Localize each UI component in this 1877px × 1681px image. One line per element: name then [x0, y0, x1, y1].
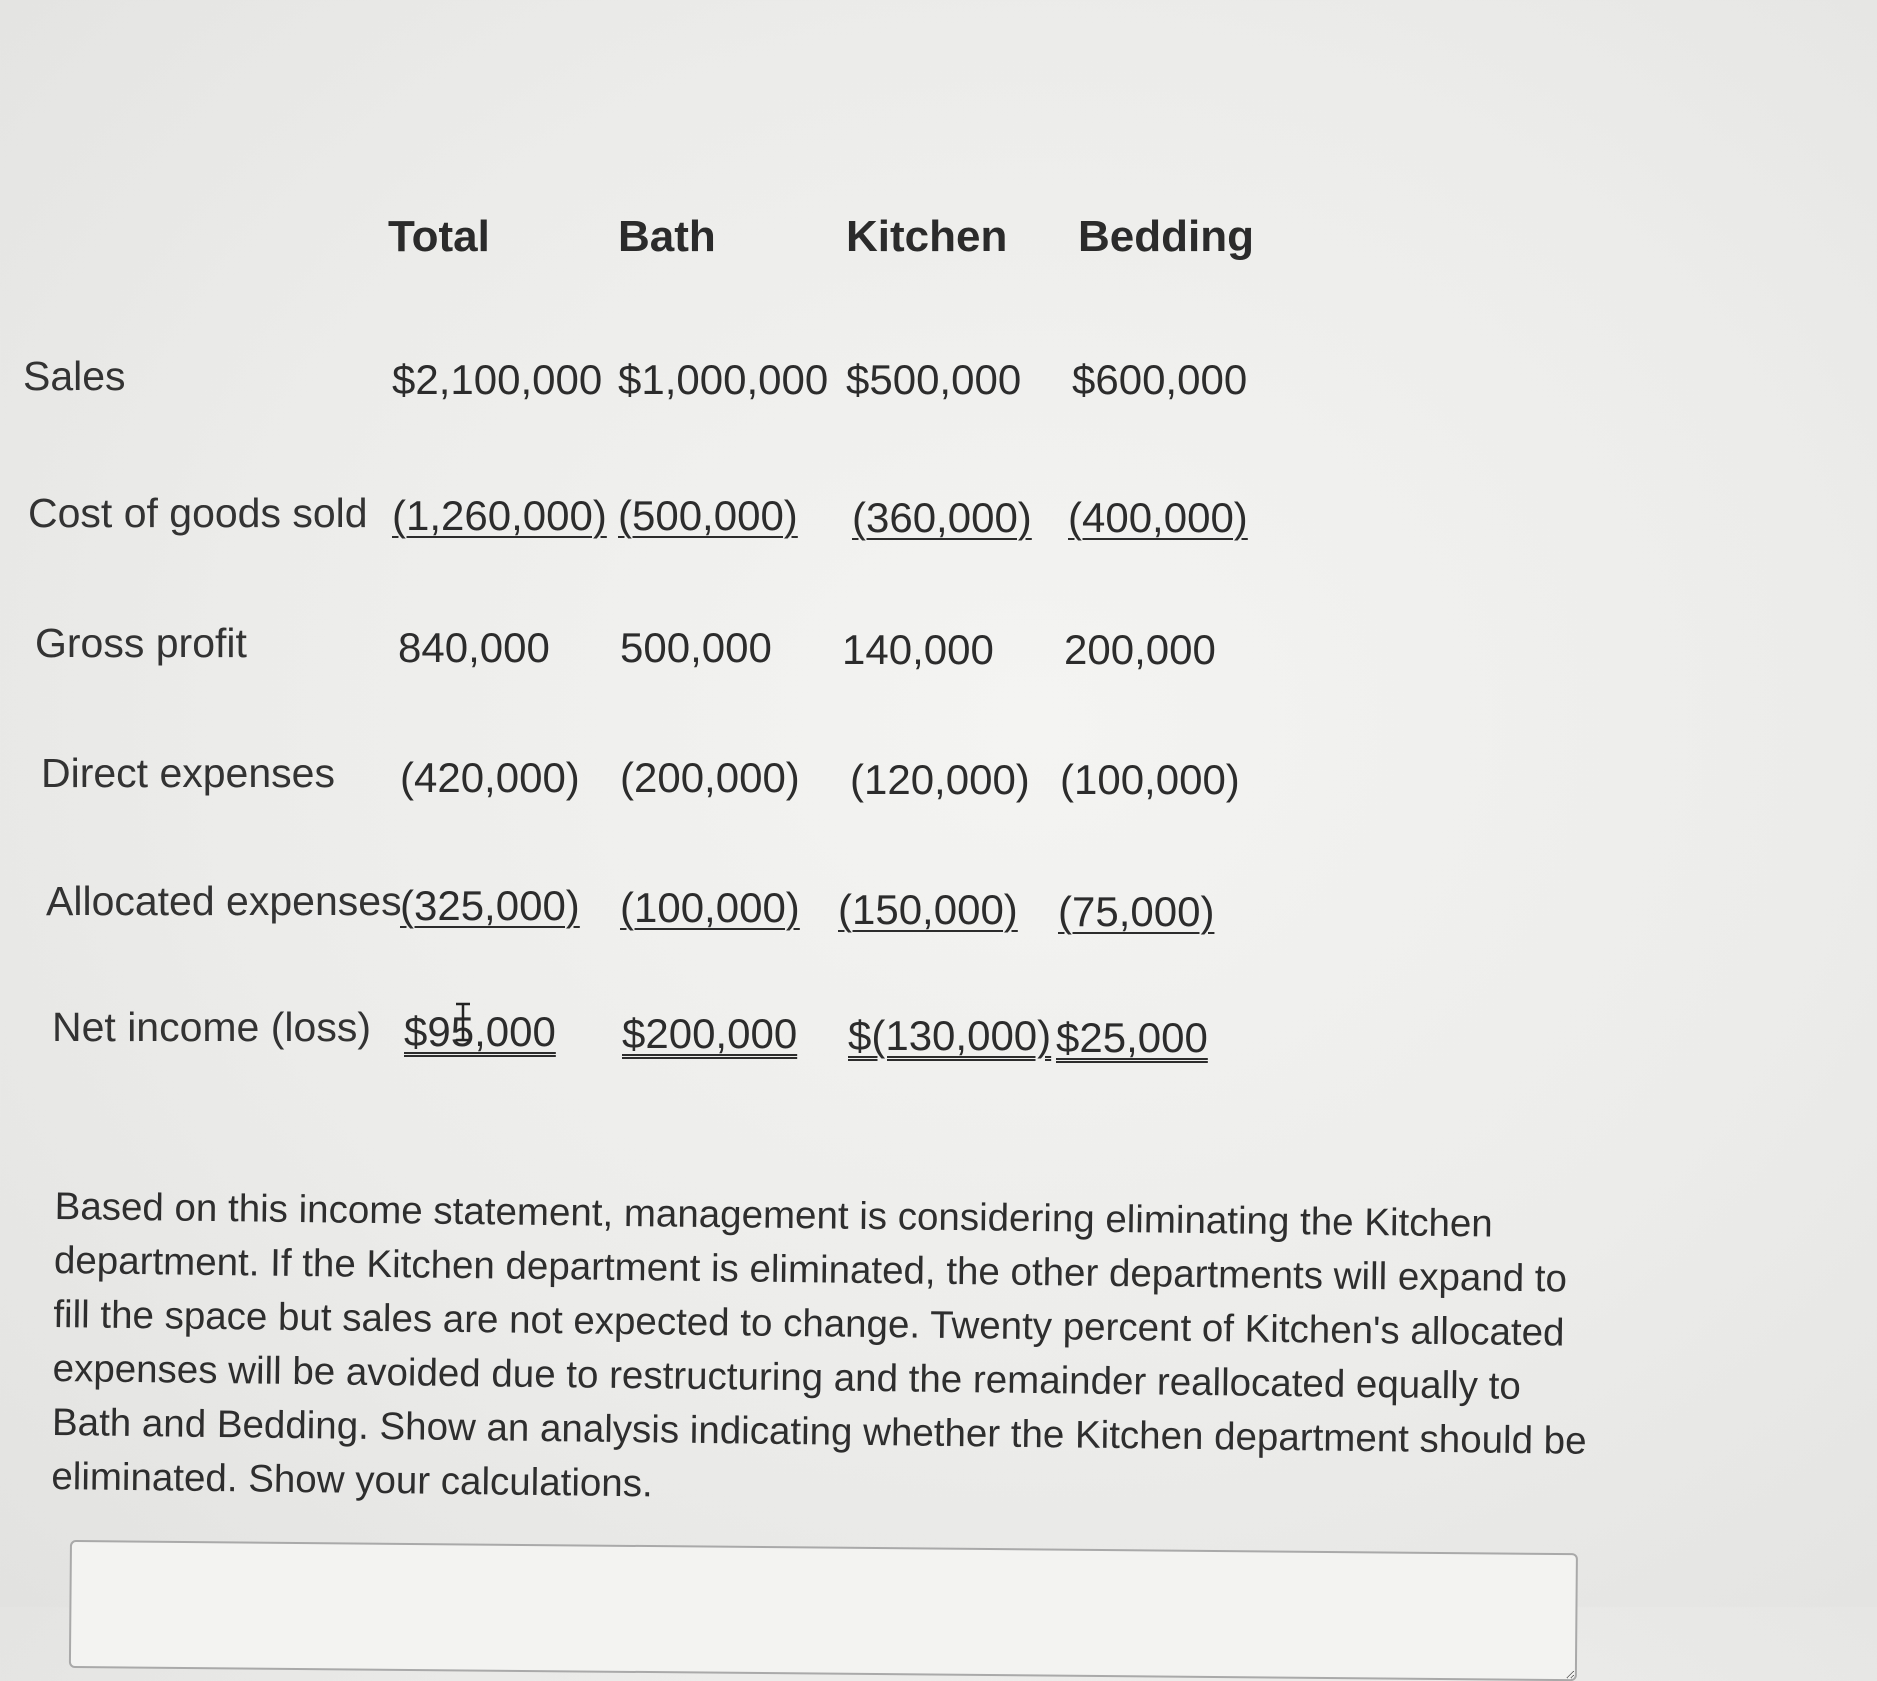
gross-profit-total: 840,000: [398, 624, 550, 671]
direct-expenses-bath: (200,000): [620, 754, 800, 801]
row-label-direct-expenses: Direct expenses: [41, 750, 335, 796]
row-label-allocated-expenses: Allocated expenses: [46, 878, 402, 924]
header-total: Total: [388, 212, 490, 261]
net-income-total: $95,000: [404, 1008, 556, 1055]
net-income-bath: $200,000: [622, 1010, 798, 1057]
answer-input[interactable]: [69, 1540, 1578, 1681]
cogs-bath: (500,000): [618, 492, 798, 539]
allocated-expenses-bath: (100,000): [620, 884, 800, 931]
row-label-gross-profit: Gross profit: [35, 620, 247, 666]
sales-kitchen: $500,000: [846, 356, 1022, 403]
text-cursor-icon: [454, 1002, 472, 1042]
cogs-kitchen: (360,000): [852, 494, 1032, 541]
sales-total: $2,100,000: [392, 356, 603, 403]
allocated-expenses-total: (325,000): [400, 882, 580, 929]
gross-profit-bath: 500,000: [620, 624, 772, 671]
allocated-expenses-bedding: (75,000): [1058, 888, 1215, 935]
sales-bedding: $600,000: [1072, 356, 1248, 403]
gross-profit-bedding: 200,000: [1064, 626, 1216, 673]
net-income-bedding: $25,000: [1056, 1014, 1208, 1061]
cogs-total: (1,260,000): [392, 492, 607, 539]
row-label-net-income: Net income (loss): [52, 1004, 371, 1050]
net-income-kitchen: $(130,000): [848, 1012, 1052, 1059]
gross-profit-kitchen: 140,000: [842, 626, 994, 673]
header-bath: Bath: [618, 212, 716, 261]
header-bedding: Bedding: [1078, 212, 1254, 261]
allocated-expenses-kitchen: (150,000): [838, 886, 1018, 933]
header-kitchen: Kitchen: [846, 212, 1008, 261]
cogs-bedding: (400,000): [1068, 494, 1248, 541]
question-text: Based on this income statement, management is considering eliminating the Kitchen department. If the Kitchen department is eliminated, the other departments will expand to fill the space but sales are not expected to change. Twenty percent of Kitchen's allocated expenses will be avoided due to restructuring and the remainder reallocated equally to Bath and Bedding. Show an analysis indicating whether the Kitchen department should be eliminated. Show your calculations.: [51, 1184, 1587, 1506]
direct-expenses-bedding: (100,000): [1060, 756, 1240, 803]
sales-bath: $1,000,000: [618, 356, 829, 403]
direct-expenses-kitchen: (120,000): [850, 756, 1030, 803]
row-label-cogs: Cost of goods sold: [28, 490, 368, 536]
row-label-sales: Sales: [23, 353, 126, 399]
direct-expenses-total: (420,000): [400, 754, 580, 801]
